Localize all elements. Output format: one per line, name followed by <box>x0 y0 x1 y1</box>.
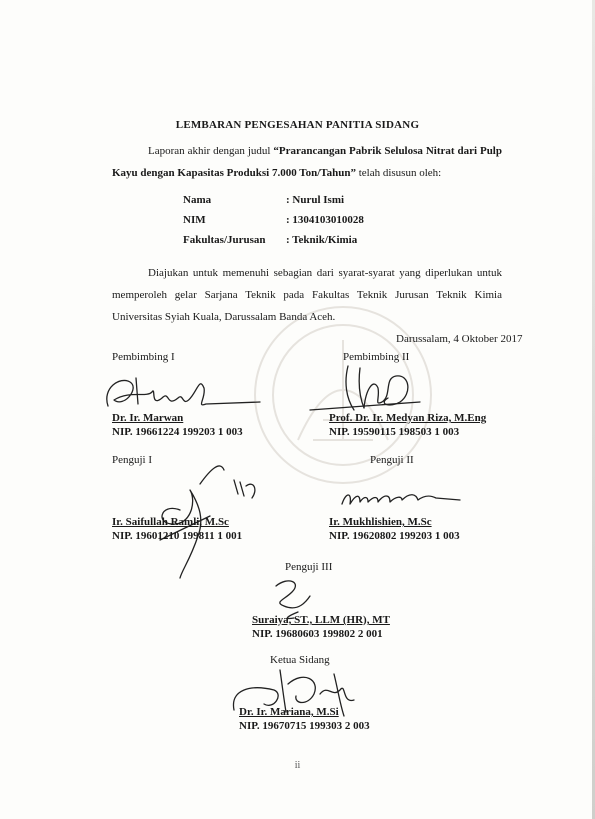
pembimbing-1-name: Dr. Ir. Marwan <box>112 412 184 424</box>
penguji-2-nip: NIP. 19620802 199203 1 003 <box>329 530 460 542</box>
page-title: LEMBARAN PENGESAHAN PANITIA SIDANG <box>175 119 420 131</box>
penguji-1-name: Ir. Saifullah Ramli, M.Sc <box>112 516 229 528</box>
identity-label: Fakultas/Jurusan <box>183 234 266 246</box>
penguji-3-name: Suraiya, ST., LLM (HR), MT <box>252 614 390 626</box>
identity-value: : Nurul Ismi <box>286 194 345 206</box>
penguji-2-name: Ir. Mukhlishien, M.Sc <box>329 516 432 528</box>
ketua-sidang-role: Ketua Sidang <box>270 654 330 666</box>
penguji-1-role: Penguji I <box>112 454 153 466</box>
pembimbing-2-name: Prof. Dr. Ir. Medyan Riza, M.Eng <box>329 412 487 424</box>
purpose-paragraph: Diajukan untuk memenuhi sebagian dari syarat-syarat yang diperlukan untuk memperoleh gelar Sarjana Teknik pada Fakultas Teknik Jurusan Teknik Kimia Universitas Syiah Kuala, Darussalam Banda Aceh. <box>112 267 502 323</box>
penguji-2-role: Penguji II <box>370 454 414 466</box>
page-number: ii <box>294 760 301 771</box>
identity-label: Nama <box>183 194 212 206</box>
intro-text-2: telah disusun oleh: <box>355 167 442 179</box>
identity-row-faculty <box>183 234 364 254</box>
pembimbing-1-signature <box>100 368 270 418</box>
identity-label: NIM <box>183 214 206 226</box>
ketua-sidang-name: Dr. Ir. Mariana, M.Si <box>239 706 339 718</box>
identity-value: : 1304103010028 <box>286 214 364 226</box>
pembimbing-2-nip: NIP. 19590115 198503 1 003 <box>329 426 460 438</box>
identity-value: : Teknik/Kimia <box>286 234 358 246</box>
intro-paragraph <box>112 140 502 184</box>
penguji-2-signature <box>336 482 466 512</box>
student-identity <box>183 194 364 254</box>
penguji-3-nip: NIP. 19680603 199802 2 001 <box>252 628 383 640</box>
approval-date: Darussalam, 4 Oktober 2017 <box>396 333 523 345</box>
intro-text-1: Laporan akhir dengan judul <box>148 145 274 157</box>
identity-row-name <box>183 194 364 214</box>
penguji-3-role: Penguji III <box>285 561 333 573</box>
identity-row-nim <box>183 214 364 234</box>
report-title: “Prarancangan Pabrik Selulosa Nitrat dari Pulp Kayu dengan Kapasitas Produksi 7.000 Ton/Tahun” <box>112 145 502 179</box>
ketua-sidang-nip: NIP. 19670715 199303 2 003 <box>239 720 370 732</box>
pembimbing-2-role: Pembimbing II <box>343 351 410 363</box>
pembimbing-2-signature <box>300 358 440 418</box>
pembimbing-1-role: Pembimbing I <box>112 351 175 363</box>
pembimbing-1-nip: NIP. 19661224 199203 1 003 <box>112 426 243 438</box>
penguji-1-nip: NIP. 19601210 199811 1 001 <box>112 530 243 542</box>
